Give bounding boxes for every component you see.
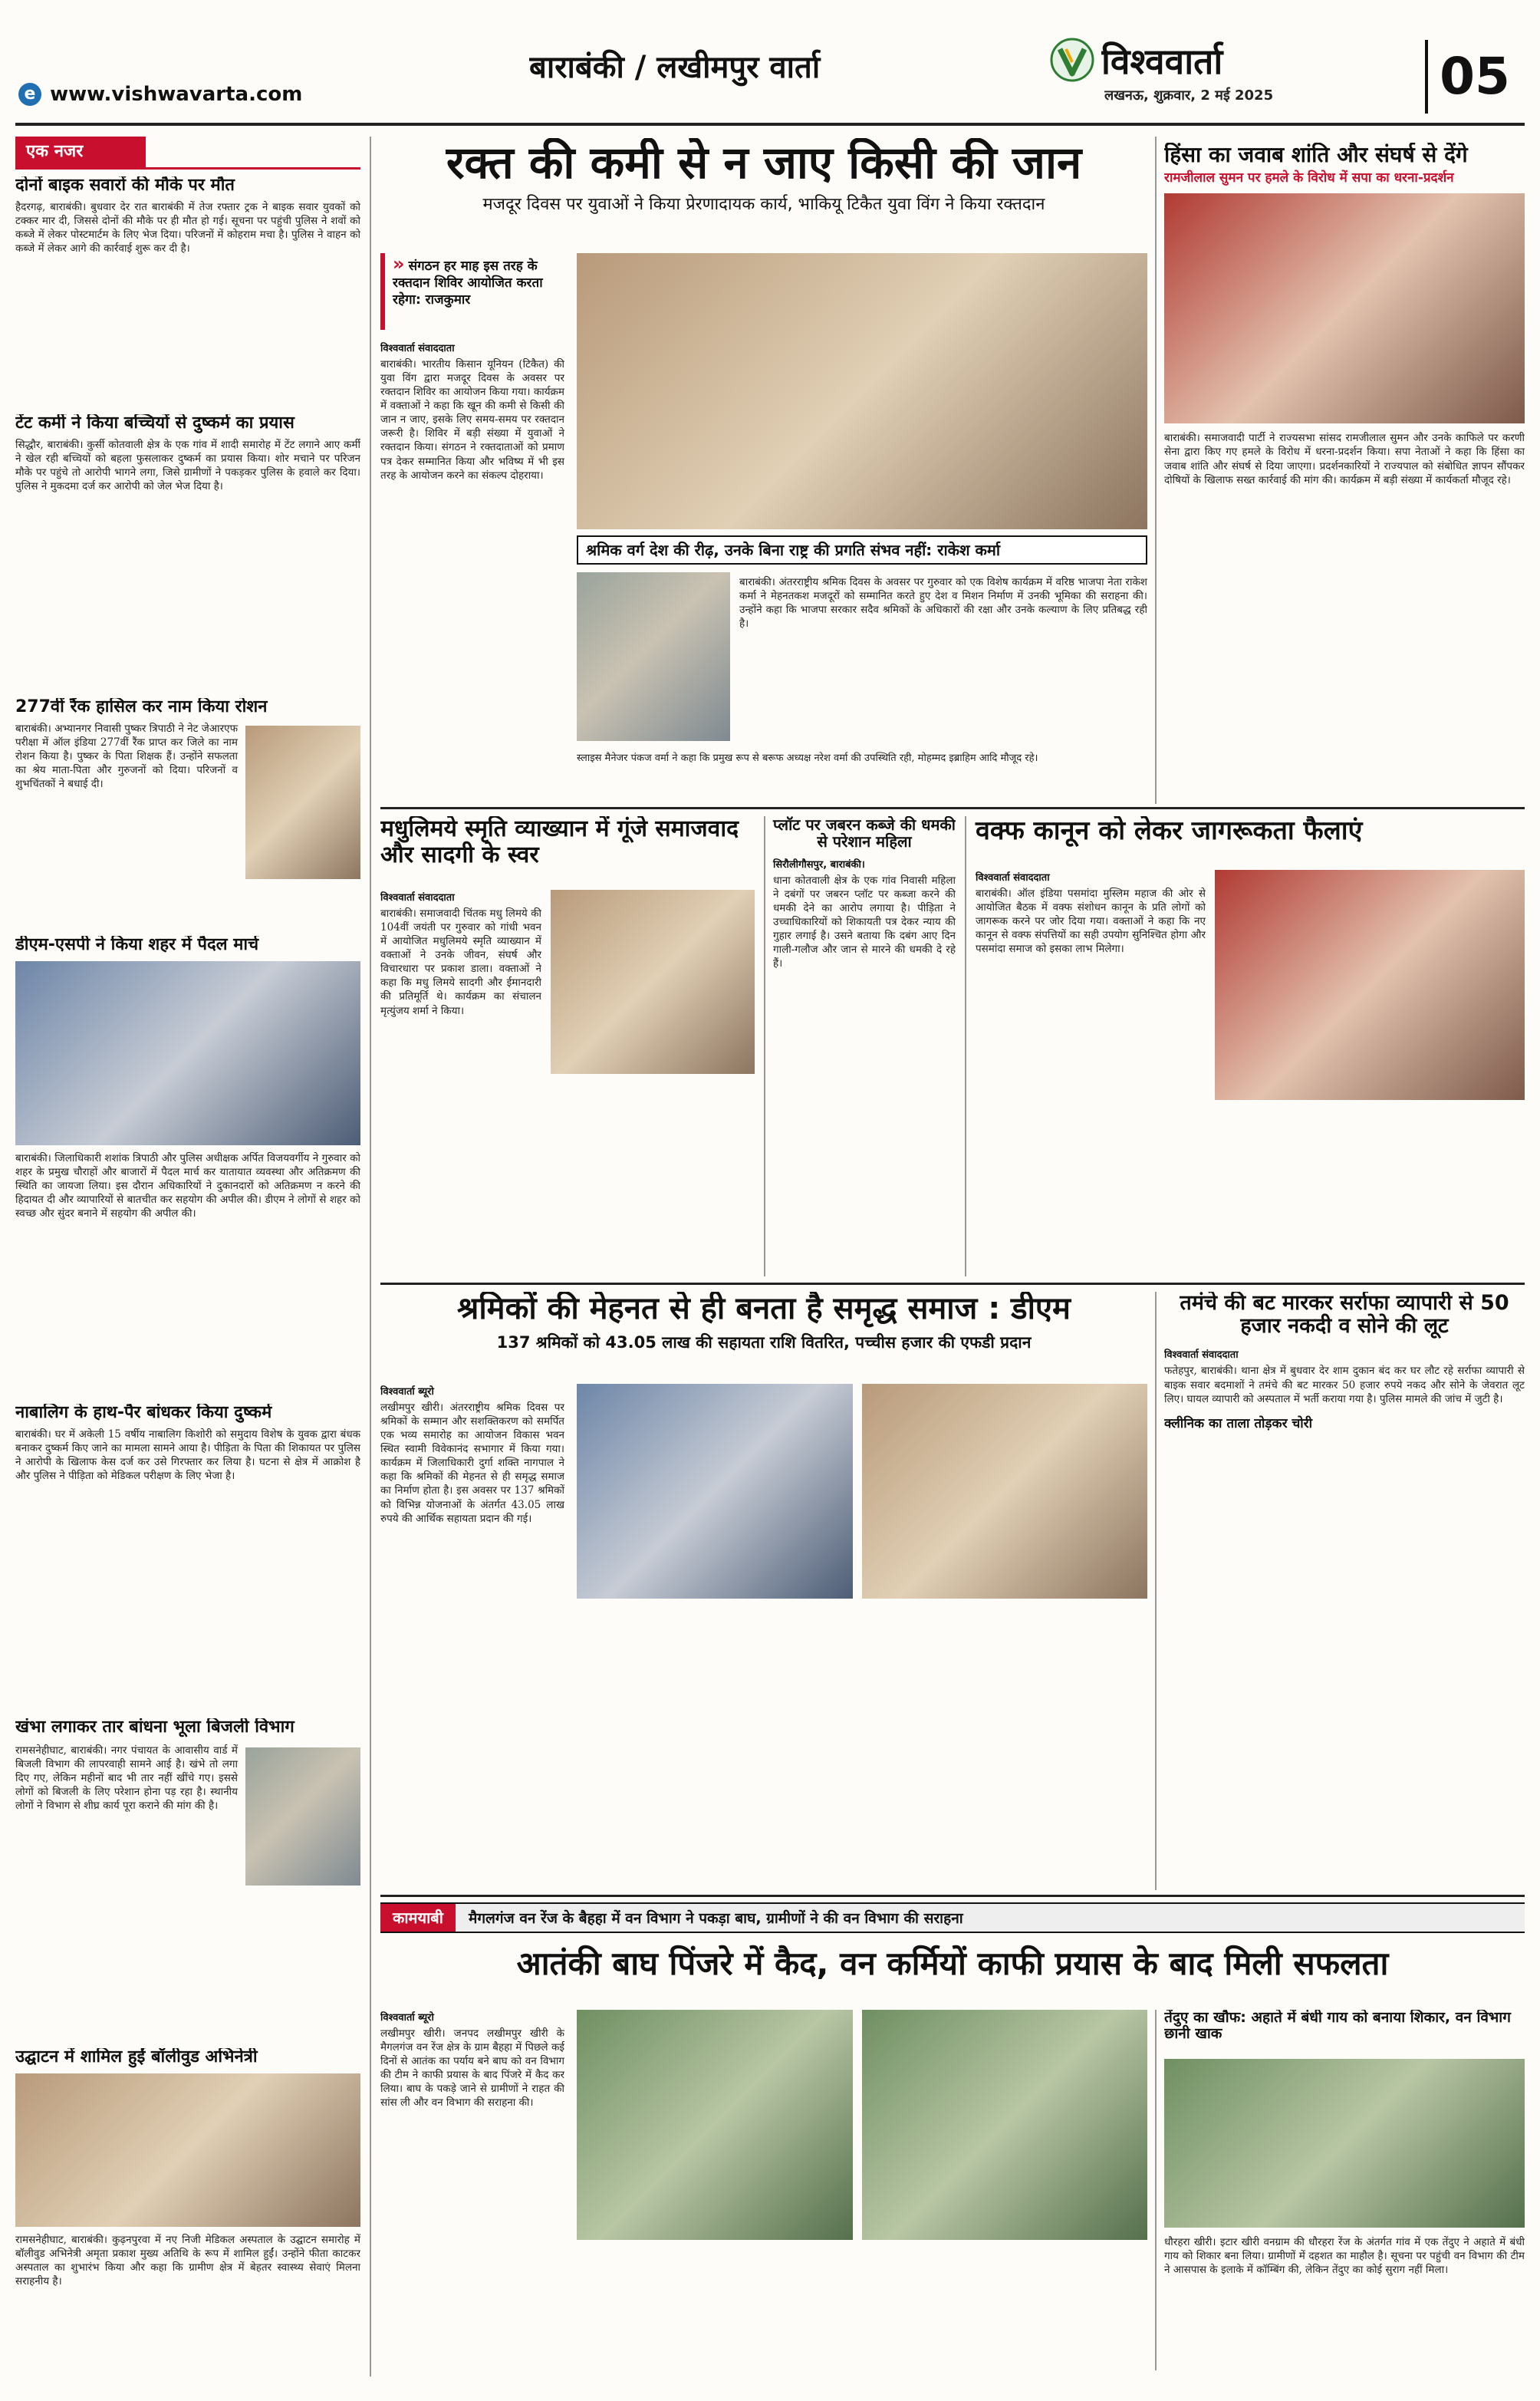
lead-divider	[1155, 137, 1157, 804]
labor-byline: विश्ववार्ता ब्यूरो	[380, 1386, 434, 1398]
jeweler-byline: विश्ववार्ता संवाददाता	[1164, 1349, 1239, 1362]
inset-body: बाराबंकी। अंतरराष्ट्रीय श्रमिक दिवस के अवसर पर गुरुवार को एक विशेष कार्यक्रम में वरिष्ठ भाजपा नेता राकेश कर्मा ने मेहनतकश मजदूरों को सम्मानित करते हुए देश व मिशन निर्माण में उनकी भूमिका की सराहना की। उन्होंने कहा कि भाजपा सरकार सदैव श्रमिकों के अधिकारों की रक्षा और उनके कल्याण के लिए प्रतिबद्ध रही है।	[739, 576, 1147, 631]
lead-photo-caption: स्लाइस मैनेजर पंकज वर्मा ने कहा कि प्रमुख रूप से बरूफ अध्यक्ष नरेश वर्मा की उपस्थिति रही, मोहम्मद इब्राहिम आदि मौजूद रहे।	[577, 753, 1038, 764]
success-tag: कामयाबी	[380, 1904, 456, 1932]
labor-photo-2	[862, 1384, 1147, 1599]
sp-protest-photo	[1164, 193, 1525, 423]
success-headline: आतंकी बाघ पिंजरे में कैद, वन कर्मियों काफी प्रयास के बाद मिली सफलता	[516, 1945, 1389, 1982]
paper-name: विश्ववार्ता	[1101, 41, 1223, 82]
mid-byline: सिरौलीगौसपुर, बाराबंकी।	[773, 858, 865, 871]
mid-body: बाराबंकी। समाजवादी चिंतक मधु लिमये की 104वीं जयंती पर गुरुवार को गांधी भवन में आयोजित मधुलिमये स्मृति व्याख्यान में वक्ताओं ने उनके जीवन, संघर्ष और विचारधारा पर प्रकाश डाला। वक्ताओं ने कहा कि मधु लिमये सादगी और ईमानदारी की प्रतिमूर्ति थे। कार्यक्रम का संचालन मृत्युंजय शर्मा ने किया।	[380, 907, 541, 1017]
success-byline: विश्ववार्ता ब्यूरो	[380, 2012, 434, 2024]
mid-body: बाराबंकी। ऑल इंडिया पसमांदा मुस्लिम महाज की ओर से आयोजित बैठक में वक्फ संशोधन कानून के प्रति लोगों को जागरूक करने पर जोर दिया गया। वक्ताओं ने कहा कि नए कानून से वक्फ संपत्तियों का सही उपयोग सुनिश्चित होगा और पसमांदा समाज को इसका लाभ मिलेगा।	[976, 888, 1206, 956]
brief-story	[15, 1404, 360, 1711]
labor-subheadline: 137 श्रमिकों को 43.05 लाख की सहायता राशि वितरित, पच्चीस हजार की एफडी प्रदान	[496, 1332, 1032, 1352]
lecture-photo	[551, 890, 755, 1074]
section-tag-ek-nazar: एक नजर	[15, 137, 146, 167]
page-number-box	[1425, 40, 1522, 114]
labor-photo-1	[577, 1384, 853, 1599]
mid-byline: विश्ववार्ता संवाददाता	[976, 872, 1050, 884]
mid-byline: विश्ववार्ता संवाददाता	[380, 892, 455, 904]
mid-body: धाना कोतवाली क्षेत्र के एक गांव निवासी महिला ने दबंगों पर जबरन प्लॉट पर कब्जा करने की धमकी देने का आरोप लगाया है। पीड़िता ने उच्चाधिकारियों को शिकायती पत्र देकर न्याय की गुहार लगाई है। उसने बताया कि दबंग आए दिन गाली-गलौज और जान से मारने की धमकी दे रहे हैं।	[773, 874, 956, 970]
mid-rule-2	[380, 1283, 1525, 1285]
jeweler-subheadline: क्लीनिक का ताला तोड़कर चोरी	[1164, 1415, 1312, 1431]
leopard-body: धौरहरा खीरी। इटार खीरी वनग्राम की धौरहरा रेंज के अंतर्गत गांव में एक तेंदुए ने अहाते में बंधी गाय को शिकार बना लिया। ग्रामीणों में दहशत का माहौल है। सूचना पर पहुंची वन विभाग की टीम ने आसपास के इलाके में कॉम्बिंग की, लेकिन तेंदुए का कोई सुराग नहीं मिला।	[1164, 2236, 1525, 2277]
labor-body-col	[380, 1384, 564, 1875]
tiger-photo-2	[862, 2010, 1147, 2240]
student-photo	[245, 726, 360, 879]
brief-body: बाराबंकी। घर में अकेली 15 वर्षीय नाबालिग किशोरी को समुदाय विशेष के युवक द्वारा बंधक बनाकर दुष्कर्म किए जाने का मामला सामने आया है। पीड़िता के पिता की शिकायत पर पुलिस ने आरोपी के खिलाफ केस दर्ज कर उसे गिरफ्तार कर लिया है। घटना से क्षेत्र में आक्रोश है और पुलिस ने पीड़िता को मेडिकल परीक्षण के लिए भेजा है।	[15, 1428, 360, 1482]
logo-v-icon	[1049, 37, 1095, 83]
mid-rule	[380, 807, 1525, 809]
plot-story	[764, 816, 956, 1276]
brief-headline: 277वीं रैंक हासिल कर नाम किया रोशन	[15, 698, 268, 716]
lead-byline: विश्ववार्ता संवाददाता	[380, 343, 455, 354]
labor-divider	[1155, 1292, 1157, 1890]
brief-story	[15, 698, 360, 928]
brief-headline: डीएम-एसपी ने किया शहर में पैदल मार्च	[15, 936, 259, 954]
globe-icon: e	[18, 83, 41, 106]
lead-subheadline: मजदूर दिवस पर युवाओं ने किया प्रेरणादायक कार्य, भाकियू टिकैत युवा विंग ने किया रक्तदान	[482, 194, 1045, 214]
success-strip	[380, 1902, 1525, 2378]
brief-story	[15, 1718, 360, 2040]
labor-headline: श्रमिकों की मेहनत से ही बनता है समृद्ध समाज : डीएम	[457, 1292, 1071, 1326]
lead-headline: रक्त की कमी से न जाए किसी की जान	[446, 138, 1082, 189]
leopard-headline: तेंदुए का खौफ: अहाते में बंधी गाय को बनाया शिकार, वन विभाग छानी खाक	[1164, 2010, 1511, 2043]
right-top-story	[1164, 143, 1525, 802]
lead-body: बाराबंकी। भारतीय किसान यूनियन (टिकैत) की युवा विंग द्वारा मजदूर दिवस के अवसर पर रक्तदान शिविर का आयोजन किया गया। कार्यक्रम में वक्ताओं ने कहा कि खून की कमी से किसी की जान न जाए, इसके लिए समय-समय पर रक्तदान जरूरी है। शिविर में बड़ी संख्या में युवाओं ने रक्तदान किया। संगठन ने रक्तदाताओं को प्रमाण पत्र देकर सम्मानित किया और भविष्य में भी इस तरह के आयोजन करने का संकल्प दोहराया।	[380, 358, 564, 482]
brief-story	[15, 936, 360, 1396]
success-kicker-bar	[380, 1902, 1525, 1933]
jeweler-story	[1164, 1292, 1525, 1890]
brief-body: सिद्धौर, बाराबंकी। कुर्सी कोतवाली क्षेत्र के एक गांव में शादी समारोह में टेंट लगाने आए कर्मी ने खेल रही बच्चियों को बहला फुसलाकर दुष्कर्म का प्रयास किया। शोर मचाने पर परिजन मौके पर पहुंचे तो आरोपी भागने लगा, जिसे ग्रामीणों ने पकड़कर पुलिस के हवाले कर दिया। पुलिस ने मुकदमा दर्ज कर आरोपी को जेल भेज दिया है।	[15, 438, 360, 492]
brief-body: बाराबंकी। अभ्यानगर निवासी पुष्कर त्रिपाठी ने नेट जेआरएफ परीक्षा में ऑल इंडिया 277वीं रैंक प्राप्त कर जिले का नाम रोशन किया है। पुष्कर के पिता शिक्षक हैं। उन्होंने सफलता का श्रेय माता-पिता और गुरुजनों को दिया। परिजनों व शुभचिंतकों ने बधाई दी।	[15, 722, 238, 790]
labor-body: लखीमपुर खीरी। अंतरराष्ट्रीय श्रमिक दिवस पर श्रमिकों के सम्मान और सशक्तिकरण को समर्पित एक भव्य समारोह का आयोजन विकास भवन स्थित स्वामी विवेकानंद सभागार में किया गया। कार्यक्रम में जिलाधिकारी दुर्गा शक्ति नागपाल ने कहा कि श्रमिकों की मेहनत से ही समृद्ध समाज का निर्माण होता है। इस अवसर पर 137 श्रमिकों को विभिन्न योजनाओं के अंतर्गत 43.05 लाख रुपये की आर्थिक सहायता प्रदान की गई।	[380, 1401, 564, 1525]
tiger-divider	[1155, 2010, 1157, 2370]
mid-headline: वक्फ कानून को लेकर जागरूकता फैलाएं	[976, 816, 1363, 846]
website-link[interactable]: www.vishwavarta.com	[50, 83, 303, 106]
left-column	[15, 137, 360, 2376]
waqf-photo	[1215, 870, 1525, 1100]
header-rule	[15, 123, 1525, 126]
page-header	[0, 0, 1540, 130]
brief-body: हैदरगढ़, बाराबंकी। बुधवार देर रात बाराबंकी में तेज रफ्तार ट्रक ने बाइक सवार युवकों को टक्कर मार दी, जिससे दोनों की मौके पर ही मौत हो गई। सूचना पर पहुंची पुलिस ने शवों को कब्जे में लेकर पोस्टमार्टम के लिए भेज दिया। परिजनों में कोहराम मचा है। पुलिस ने वाहन को कब्जे में लेकर आगे की कार्रवाई शुरू कर दी है।	[15, 200, 360, 255]
success-body: लखीमपुर खीरी। जनपद लखीमपुर खीरी के मैगलगंज वन रेंज क्षेत्र के ग्राम बैहहा में पिछले कई दिनों से आतंक का पर्याय बने बाघ को वन विभाग की टीम ने काफी प्रयास के बाद पिंजरे में कैद कर लिया। बाघ के पकड़े जाने से ग्रामीणों ने राहत की सांस ली और वन विभाग की सराहना की।	[380, 2027, 564, 2110]
mid-headline: मधुलिमये स्मृति व्याख्यान में गूंजे समाजवाद और सादगी के स्वर	[380, 816, 739, 868]
march-photo	[15, 961, 360, 1145]
rt-headline: हिंसा का जवाब शांति और संघर्ष से देंगे	[1164, 143, 1468, 167]
left-column-divider	[370, 137, 371, 2376]
inset-photo	[577, 572, 730, 741]
leopard-photo	[1164, 2059, 1525, 2228]
actress-photo	[15, 2073, 360, 2227]
waqf-story	[965, 816, 1525, 1276]
jeweler-body: फतेहपुर, बाराबंकी। थाना क्षेत्र में बुधवार देर शाम दुकान बंद कर घर लौट रहे सर्राफा व्यापारी से बाइक सवार बदमाशों ने तमंचे की बट मारकर 50 हजार रुपये नकद और सोने के जेवरात लूट लिए। घायल व्यापारी को अस्पताल में भर्ती कराया गया है। पुलिस मामले की जांच में जुटी है।	[1164, 1365, 1525, 1405]
page-number: 05	[1440, 47, 1510, 106]
tiger-photo-1	[577, 2010, 853, 2240]
brief-headline: खंभा लगाकर तार बांधना भूला बिजली विभाग	[15, 1718, 295, 1737]
pull-quote	[380, 253, 564, 330]
website-row[interactable]	[18, 83, 448, 117]
brand-logo	[1049, 37, 1095, 83]
brief-headline: दोनों बाइक सवारों की मौके पर मौत	[15, 176, 235, 195]
madhulimaye-story	[380, 816, 755, 1276]
brief-story	[15, 176, 360, 407]
waqf-body-col	[976, 870, 1206, 1269]
lead-body-col	[380, 341, 564, 793]
brief-body: रामसनेहीघाट, बाराबंकी। कुढ़नपुरवा में नए निजी मेडिकल अस्पताल के उद्घाटन समारोह में बॉलीवुड अभिनेत्री अमृता प्रकाश मुख्य अतिथि के रूप में शामिल हुईं। उन्होंने फीता काटकर अस्पताल का शुभारंभ किया और कहा कि ग्रामीण क्षेत्र में बेहतर स्वास्थ्य सेवाएं मिलना सराहनीय है।	[15, 2233, 360, 2287]
brief-headline: नाबालिग के हाथ-पैर बांधकर किया दुष्कर्म	[15, 1404, 272, 1422]
brief-story	[15, 2048, 360, 2370]
tiger-body-col	[380, 2010, 564, 2370]
jeweler-headline: तमंचे की बट मारकर सर्राफा व्यापारी से 50 हजार नकदी व सोने की लूट	[1180, 1292, 1509, 1339]
brief-body: बाराबंकी। जिलाधिकारी शशांक त्रिपाठी और पुलिस अधीक्षक अर्पित विजयवर्गीय ने गुरुवार को शहर के प्रमुख चौराहों और बाजारों में पैदल मार्च कर यातायात व्यवस्था और अतिक्रमण की स्थिति का जायजा लिया। इस दौरान अधिकारियों ने दुकानदारों को अतिक्रमण न करने की हिदायत दी और व्यापारियों से बातचीत कर सहयोग की अपील की। डीएम ने लोगों से शहर को स्वच्छ और सुंदर बनाने में सहयोग की अपील की।	[15, 1151, 360, 1220]
mid-rule-3	[380, 1895, 1525, 1897]
pull-quote-text: संगठन हर माह इस तरह के रक्तदान शिविर आयोजित करता रहेगा: राजकुमार	[393, 259, 543, 308]
brief-body: रामसनेहीघाट, बाराबंकी। नगर पंचायत के आवासीय वार्ड में बिजली विभाग की लापरवाही सामने आई है। खंभे तो लगा दिए गए, लेकिन महीनों बाद भी तार नहीं खींचे गए। इससे लोगों को बिजली के लिए परेशान होना पड़ रहा है। स्थानीय लोगों ने विभाग से शीघ्र कार्य पूरा कराने की मांग की है।	[15, 1744, 238, 1812]
rt-body: बाराबंकी। समाजवादी पार्टी ने राज्यसभा सांसद रामजीलाल सुमन और उनके काफिले पर करणी सेना द्वारा किए गए हमले के विरोध में धरना-प्रदर्शन किया। सपा नेताओं ने कहा कि हिंसा का जवाब शांति और संघर्ष से दिया जाएगा। प्रदर्शनकारियों ने राज्यपाल को संबोधित ज्ञापन सौंपकर दोषियों के खिलाफ सख्त कार्रवाई की मांग की। कार्यक्रम में बड़ी संख्या में कार्यकर्ता मौजूद रहे।	[1164, 432, 1525, 486]
mid-headline: प्लॉट पर जबरन कब्जे की धमकी से परेशान महिला	[773, 816, 956, 851]
dateline: लखनऊ, शुक्रवार, 2 मई 2025	[1104, 87, 1274, 104]
labor-story	[380, 1292, 1147, 1890]
success-kicker: मैगलगंज वन रेंज के बैहहा में वन विभाग ने पकड़ा बाघ, ग्रामीणों ने की वन विभाग की सराहना	[468, 1910, 963, 1927]
mid-body-col	[380, 890, 541, 1273]
inset-story	[577, 535, 1147, 743]
lead-story	[380, 138, 1147, 798]
brief-story	[15, 414, 360, 690]
leopard-story	[1164, 2010, 1525, 2370]
tag-underline	[15, 167, 360, 170]
section-title: बाराबंकी / लखीमपुर वार्ता	[529, 50, 821, 85]
brief-headline: उद्घाटन में शामिल हुईं बॉलीवुड अभिनेत्री	[15, 2048, 258, 2067]
quote-icon: »	[393, 253, 405, 275]
blood-donation-photo	[577, 253, 1147, 529]
rt-subheadline: रामजीलाल सुमन पर हमले के विरोध में सपा का धरना-प्रदर्शन	[1164, 170, 1454, 186]
electric-pole-photo	[245, 1747, 360, 1886]
brief-headline: टेंट कर्मी ने किया बच्चियों से दुष्कर्म का प्रयास	[15, 414, 295, 433]
inset-headline: श्रमिक वर्ग देश की रीढ़, उनके बिना राष्ट्र की प्रगति संभव नहीं: राकेश कर्मा	[577, 535, 1147, 565]
